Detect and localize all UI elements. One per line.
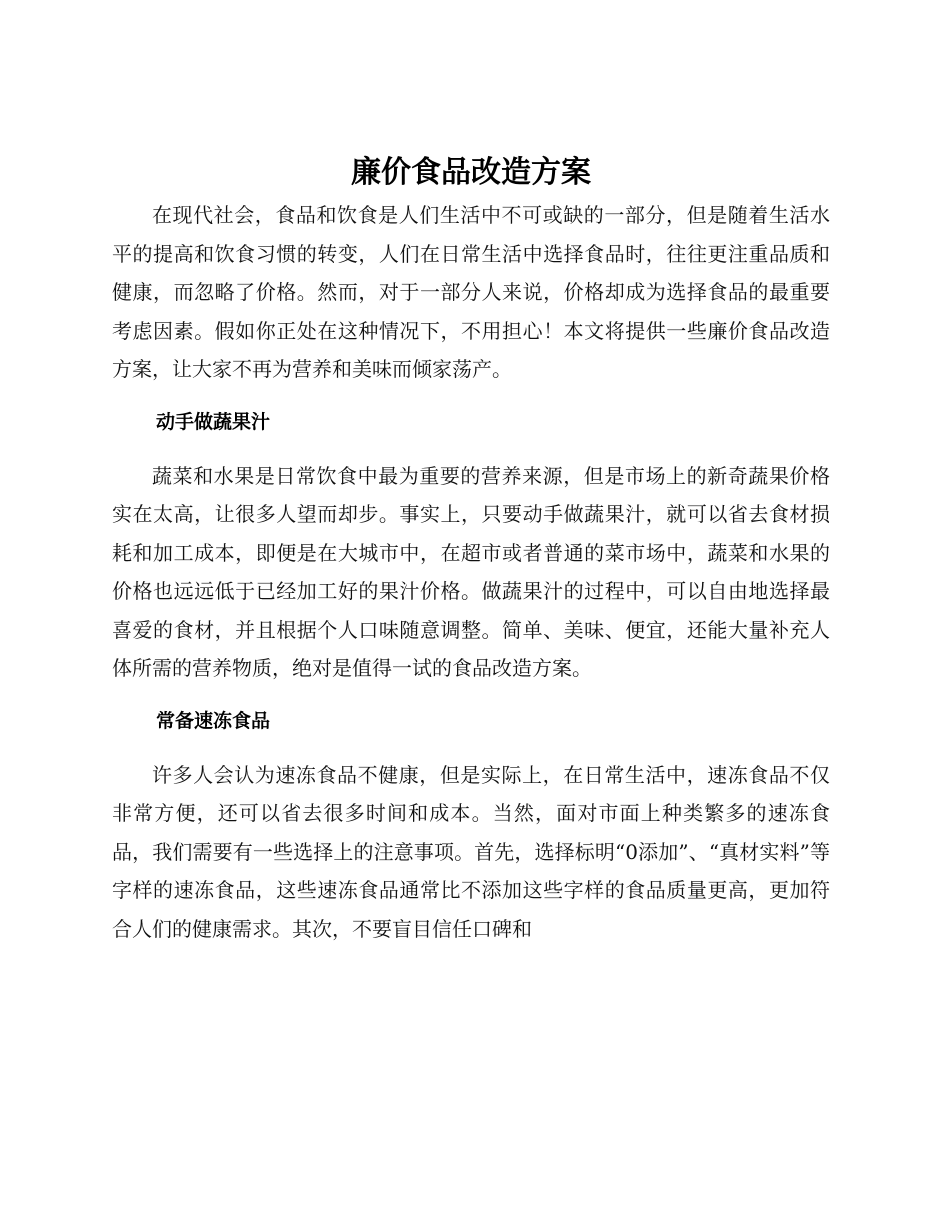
section-body-juice: 蔬菜和水果是日常饮食中最为重要的营养来源，但是市场上的新奇蔬果价格实在太高，让很多人望而却步。事实上，只要动手做蔬果汁，就可以省去食材损耗和加工成本，即便是在大城市中，在超市或者普通的菜市场中，蔬菜和水果的价格也远远低于已经加工好的果汁价格。做蔬果汁的过程中，可以自由地选择最喜爱的食材，并且根据个人口味随意调整。简单、美味、便宜，还能大量补充人体所需的营养物质，绝对是值得一试的食品改造方案。 — [112, 463, 830, 680]
intro-paragraph: 在现代社会，食品和饮食是人们生活中不可或缺的一部分，但是随着生活水平的提高和饮食习惯的转变，人们在日常生活中选择食品时，往往更注重品质和健康，而忽略了价格。然而，对于一部分人来说，价格却成为选择食品的最重要考虑因素。假如你正处在这种情况下，不用担心！本文将提供一些廉价食品改造方案，让大家不再为营养和美味而倾家荡产。 — [112, 203, 830, 381]
section-body-frozen-food: 许多人会认为速冻食品不健康，但是实际上，在日常生活中，速冻食品不仅非常方便，还可以省去很多时间和成本。当然，面对市面上种类繁多的速冻食品，我们需要有一些选择上的注意事项。首先，选择标明“0添加”、“真材实料”等字样的速冻食品，这些速冻食品通常比不添加这些字样的食品质量更高，更加符合人们的健康需求。其次，不要盲目信任口碑和 — [112, 762, 830, 941]
section-heading-juice: 动手做蔬果汁 — [156, 410, 271, 433]
section-heading-frozen-food: 常备速冻食品 — [156, 709, 271, 732]
document-title: 廉价食品改造方案 — [351, 155, 591, 190]
document-content — [112, 150, 830, 948]
